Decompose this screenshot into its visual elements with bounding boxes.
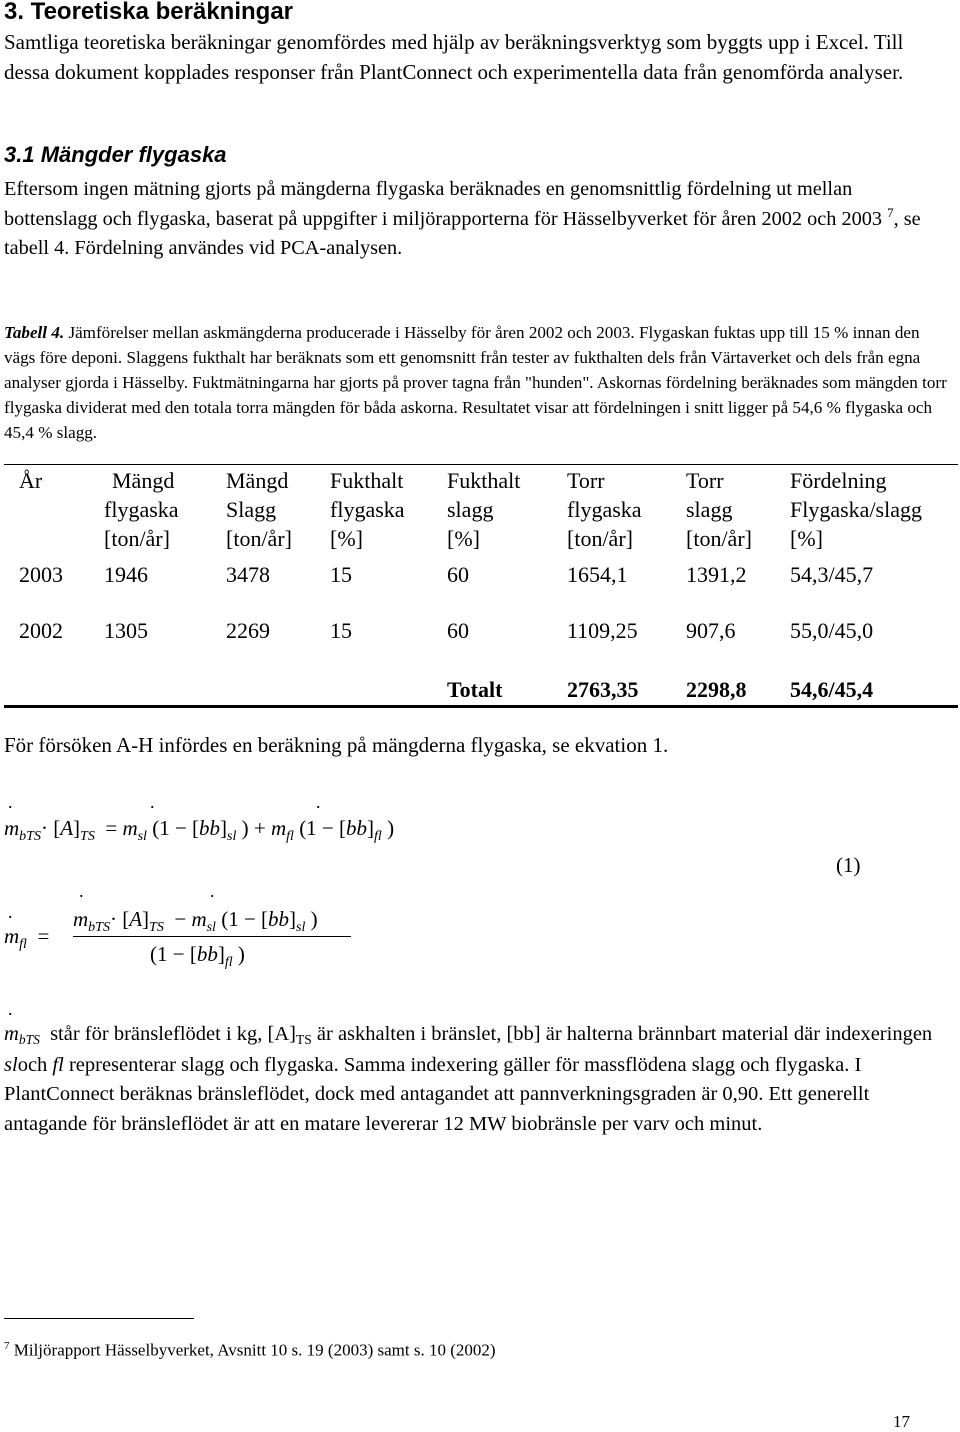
eq-sub: sl	[206, 920, 216, 935]
page-number: 17	[893, 1412, 910, 1431]
table-cell: 1946	[104, 562, 148, 587]
footnote-number: 7	[4, 1340, 10, 1352]
table-cell: 1305	[104, 618, 148, 643]
table-total-cell: 54,6/45,4	[790, 677, 874, 702]
table-top-rule	[4, 464, 958, 465]
header-line: Slagg	[226, 497, 277, 522]
equation-number: (1)	[836, 853, 861, 877]
header-line: Mängd	[226, 468, 289, 493]
eq-m: m	[270, 816, 287, 840]
header-line: flygaska	[330, 497, 405, 522]
table-cell: 2269	[226, 618, 270, 643]
header-line: [ton/år]	[686, 526, 752, 551]
table-header-col-3	[226, 466, 292, 553]
table-cell: 15	[330, 618, 352, 643]
table-header-col-4	[330, 466, 405, 553]
eq-sub: fl	[52, 1053, 64, 1076]
header-line: [ton/år]	[567, 526, 633, 551]
table-cell: 2003	[19, 562, 63, 587]
equation-intro: För försöken A-H infördes en beräkning på mängderna flygaska, se ekvation 1.	[4, 733, 669, 757]
header-line: [%]	[447, 526, 480, 551]
dot-mark: .	[79, 881, 84, 901]
eq-sub: sl	[296, 920, 306, 935]
table-cell: 907,6	[686, 618, 736, 643]
eq-sub: fl	[19, 937, 27, 952]
eq-m: m	[73, 907, 89, 931]
table-header-col-6	[567, 466, 642, 553]
header-line: Fukthalt	[330, 468, 404, 493]
eq-m: m	[122, 816, 138, 840]
header-line: flygaska	[567, 497, 642, 522]
eq-A: A	[60, 816, 74, 840]
header-line: [ton/år]	[226, 526, 292, 551]
table-total-label: Totalt	[447, 677, 503, 702]
table-cell: 60	[447, 618, 469, 643]
header-line: Torr	[567, 468, 605, 493]
table-cell: 54,3/45,7	[790, 562, 874, 587]
eq-m: m	[4, 1023, 19, 1045]
header-line: Torr	[686, 468, 724, 493]
header-line: Flygaska/slagg	[790, 497, 922, 522]
header-line: slagg	[686, 497, 733, 522]
header-line: flygaska	[104, 497, 179, 522]
eq-sub: TS	[296, 1032, 312, 1047]
header-line: Fukthalt	[447, 468, 521, 493]
eq-sub: sl	[137, 829, 147, 844]
eq-sub: sl	[227, 829, 237, 844]
table-total-cell: 2298,8	[686, 677, 747, 702]
eq-sub: bTS	[88, 920, 110, 935]
dot-mark: .	[8, 902, 13, 922]
fraction-line	[73, 936, 351, 937]
footnote-rule	[4, 1318, 194, 1319]
section-heading: 3. Teoretiska beräkningar	[4, 0, 294, 25]
header-line: Mängd	[112, 468, 175, 493]
header-line: [ton/år]	[104, 526, 170, 551]
eq-sub: TS	[80, 829, 95, 844]
table-total-cell: 2763,35	[567, 677, 639, 702]
table-cell: 3478	[226, 562, 270, 587]
table-caption	[4, 320, 950, 445]
table-cell: 55,0/45,0	[790, 618, 874, 643]
table-cell: 1391,2	[686, 562, 747, 587]
eq-bb: bb	[268, 907, 290, 931]
table-header-col-7	[686, 466, 752, 553]
dot-mark: .	[8, 999, 13, 1019]
equation-line-1: $m_{bTS}\cdot [A]_{TS} = m_{sl}$ ($1 - [bb]_{sl}$ ) + $m_{fl}$ ($1 - [bb]_{fl}$ )	[4, 816, 395, 844]
explanation-text: är askhalten i bränslet, [bb] är halterna brännbart material där indexeringen	[316, 1023, 933, 1045]
eq-m: m	[4, 816, 20, 840]
header-line: [%]	[330, 526, 363, 551]
table-caption-label: Tabell 4.	[4, 323, 65, 342]
eq-bb: bb	[199, 816, 221, 840]
footnote-text: Miljörapport Hässelbyverket, Avsnitt 10 s. 19 (2003) samt s. 10 (2002)	[13, 1340, 496, 1360]
subsection-text-b: , se tabell 4. Fördelning användes vid PCA-analysen.	[4, 207, 921, 259]
eq-bb: bb	[346, 816, 368, 840]
dot-mark: .	[150, 792, 155, 812]
eq-sub: bTS	[18, 1032, 40, 1047]
explanation-text: och	[17, 1053, 48, 1076]
header-line: År	[19, 468, 43, 493]
table-cell: 15	[330, 562, 352, 587]
table-header-col-2	[104, 466, 179, 553]
equation-lhs: $m_{fl}$ =	[4, 924, 50, 952]
eq-m: m	[4, 924, 20, 948]
eq-sub: bTS	[19, 829, 41, 844]
dot-mark: .	[316, 792, 321, 812]
eq-sub: fl	[374, 829, 382, 844]
table-bottom-rule	[4, 705, 958, 708]
table-cell: 1109,25	[567, 618, 638, 643]
explanation-text: står för bränsleflödet i kg, [A]	[50, 1023, 296, 1045]
table-cell: 1654,1	[567, 562, 628, 587]
table-cell: 2002	[19, 618, 63, 643]
subsection-paragraph	[4, 175, 944, 264]
eq-bb: bb	[196, 942, 218, 966]
equation-numerator: $m_{bTS}\cdot [A]_{TS} - m_{sl}$ ($1 - [bb]_{sl}$ )	[73, 907, 318, 935]
header-line: Fördelning	[790, 468, 887, 493]
table-header-col-8	[790, 466, 922, 553]
header-line: [%]	[790, 526, 823, 551]
footnote-ref[interactable]: 7	[887, 204, 894, 220]
eq-sub: sl	[4, 1053, 18, 1076]
table-cell: 60	[447, 562, 469, 587]
eq-sub: fl	[286, 829, 294, 844]
intro-paragraph: Samtliga teoretiska beräkningar genomfördes med hjälp av beräkningsverktyg som byggts upp i Excel. Till dessa dokument kopplades responser från PlantConnect och experimentella data från genomförda analyser.	[4, 30, 904, 84]
header-line: slagg	[447, 497, 494, 522]
eq-sub: fl	[224, 955, 233, 970]
eq-sub: TS	[149, 920, 164, 935]
table-header-col-1	[19, 466, 42, 495]
dot-mark: .	[8, 792, 13, 812]
table-header-col-5	[447, 466, 520, 553]
explanation-text: representerar slagg och flygaska. Samma indexering gäller för massflödena slagg och flygaska. I PlantConnect beräknas bränsleflödet, dock med antagandet att pannverkningsgraden är 0,90. Ett generellt antagande för bränsleflödet är att en matare levererar 12 MW biobränsle per varv och minut.	[4, 1053, 870, 1135]
table-caption-text: Jämförelser mellan askmängderna producerade i Hässelby för åren 2002 och 2003. Flygaskan fuktas upp till 15 % innan den vägs före deponi. Slaggens fukthalt har beräknats som ett genomsnitt från tester av fukthalten dels från Värtaverket och dels från egna analyser gjorda i Hässelby. Fuktmätningarna har gjorts på prover tagna från "hunden". Askornas fördelning beräknades som mängden torr flygaska dividerat med den totala torra mängden för båda askorna. Resultatet visar att fördelningen i snitt ligger på 54,6 % flygaska och 45,4 % slagg.	[4, 323, 947, 442]
equation-1	[0, 790, 960, 990]
subsection-text-a: Eftersom ingen mätning gjorts på mängderna flygaska beräknades en genomsnittlig fördelning ut mellan bottenslagg och flygaska, baserat på uppgifter i miljörapporterna för Hässelbyverket för åren 2002 och 2003	[4, 178, 883, 230]
dot-mark: .	[210, 881, 215, 901]
equation-denominator: ($1 - [bb]_{fl}$ )	[150, 942, 245, 970]
explanation-paragraph	[4, 1020, 944, 1139]
eq-m: m	[191, 907, 207, 931]
subsection-heading: 3.1 Mängder flygaska	[4, 142, 227, 167]
footnote	[4, 1334, 496, 1363]
eq-A: A	[129, 907, 143, 931]
